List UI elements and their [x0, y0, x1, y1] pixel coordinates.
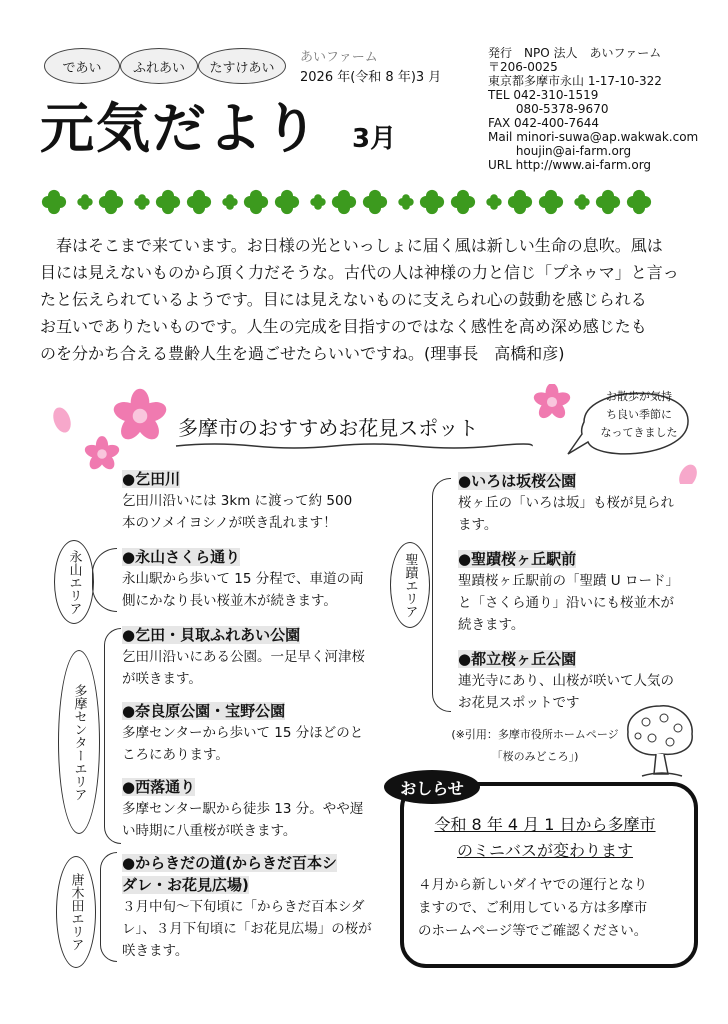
- spot-irohazaka: [458, 470, 708, 536]
- bracket-tama-center: [104, 628, 121, 844]
- intro-line: たと伝えられているようです。目には見えないものに支えられ心の鼓動を感じられる: [40, 290, 647, 309]
- clover-icon: [451, 190, 475, 214]
- spot-desc: 本のソメイヨシノが咲き乱れます！: [122, 515, 337, 531]
- publisher-info: [488, 46, 724, 172]
- spot-desc: ３月中旬～下旬頃に「からきだ百本シダ: [122, 899, 365, 915]
- area-label-nagayama: 永山エリア: [54, 540, 94, 624]
- notice-body-line: のホームページ等でご確認ください。: [418, 923, 648, 939]
- spot-title: ●西落通り: [122, 778, 196, 796]
- sakura-flower-icon: [83, 436, 121, 472]
- newsletter-title: 元気だより: [40, 97, 320, 160]
- spot-title: ●奈良原公園・宝野公園: [122, 702, 286, 720]
- spot-nagayama-sakura: [122, 546, 392, 612]
- pill-fureai: ふれあい: [120, 48, 198, 84]
- clover-icon: [222, 194, 237, 209]
- pill-deai: であい: [44, 48, 120, 84]
- section-heading: 多摩市のおすすめお花見スポット: [178, 416, 479, 440]
- clover-icon: [244, 190, 268, 214]
- clover-icon: [398, 194, 413, 209]
- publisher-line: Mail minori-suwa@ap.wakwak.com: [488, 130, 699, 144]
- intro-line: お互いでありたいものです。人生の完成を目指すのではなく感性を高め深め感じたも: [40, 317, 647, 336]
- bracket-seiseki: [432, 478, 451, 712]
- spot-title: ●乞田・貝取ふれあい公園: [122, 626, 301, 644]
- spot-desc: 桜ヶ丘の「いろは坂」も桜が見られ: [458, 495, 674, 511]
- spot-desc: 側にかなり長い桜並木が続きます。: [122, 593, 337, 609]
- spot-karakida-road: [122, 852, 392, 962]
- clover-icon: [574, 194, 589, 209]
- bracket-nagayama: [92, 548, 117, 612]
- area-label-seiseki: 聖蹟エリア: [390, 542, 430, 628]
- clover-icon: [508, 190, 532, 214]
- spot-desc: 永山駅から歩いて 15 分程で、車道の両: [122, 571, 364, 587]
- spot-desc: 連光寺にあり、山桜が咲いて人気の: [458, 673, 674, 689]
- clover-icon: [156, 190, 180, 214]
- spot-desc: 乞田川沿いにある公園。一足早く河津桜: [122, 649, 365, 665]
- clover-icon: [420, 190, 444, 214]
- sakura-petal-icon: [50, 405, 74, 435]
- clover-icon: [42, 190, 66, 214]
- bubble-line: ち良い季節に: [606, 408, 672, 421]
- spot-desc: と「さくら通り」沿いにも桜並木が: [458, 595, 674, 611]
- notice-headline-line: のミニバスが変わります: [456, 841, 633, 860]
- spot-desc: 続きます。: [458, 617, 525, 633]
- spot-title: ●永山さくら通り: [122, 548, 241, 566]
- publisher-line: 〒206-0025: [488, 60, 558, 74]
- publisher-line: 080-5378-9670: [488, 102, 609, 116]
- spot-desc: ます。: [458, 517, 498, 533]
- publisher-line: houjin@ai-farm.org: [488, 144, 632, 158]
- intro-line: 春はそこまで来ています。お日様の光といっしょに届く風は新しい生命の息吹。風は: [40, 236, 663, 255]
- speech-bubble-text: [592, 388, 686, 442]
- publisher-line: 発行 NPO 法人 あいファーム: [488, 46, 662, 60]
- spot-title: ●からきだの道(からきだ百本シ: [122, 854, 337, 872]
- spot-title: ●いろは坂桜公園: [458, 472, 577, 490]
- spot-nishiochi: [122, 776, 392, 842]
- clover-icon: [539, 190, 563, 214]
- notice-label: おしらせ: [384, 770, 480, 804]
- sakura-tree-icon: [622, 702, 698, 780]
- org-name: あいファーム: [300, 50, 378, 65]
- pill-tasukeai: たすけあい: [198, 48, 286, 84]
- spot-seiseki-station: [458, 548, 708, 636]
- publisher-line: 東京都多摩市永山 1-17-10-322: [488, 74, 662, 88]
- spot-desc: い時期に八重桜が咲きます。: [122, 823, 297, 839]
- area-label-tama-center: 多摩センターエリア: [58, 650, 100, 834]
- clover-icon: [99, 190, 123, 214]
- clover-icon: [275, 190, 299, 214]
- area-label-karakida: 唐木田エリア: [56, 856, 96, 968]
- clover-icon: [627, 190, 651, 214]
- spot-desc: 多摩センター駅から徒歩 13 分。やや遅: [122, 801, 364, 817]
- publisher-line: URL http://www.ai-farm.org: [488, 158, 652, 172]
- publisher-line: TEL 042-310-1519: [488, 88, 599, 102]
- citation-line: (※引用：多摩市役所ホームページ: [451, 728, 619, 741]
- notice-body-line: ４月から新しいダイヤでの運行となり: [418, 877, 648, 893]
- citation: [440, 724, 630, 768]
- publisher-line: FAX 042-400-7644: [488, 116, 600, 130]
- sakura-flower-icon: [111, 389, 169, 444]
- bubble-line: なってきました: [600, 426, 678, 439]
- spot-title: ●都立桜ヶ丘公園: [458, 650, 577, 668]
- month-label: 3月: [352, 124, 397, 154]
- bracket-karakida: [100, 852, 117, 962]
- spot-desc: が咲きます。: [122, 671, 202, 687]
- clover-icon: [134, 194, 149, 209]
- spot-kotagawa: [122, 468, 392, 534]
- clover-icon: [363, 190, 387, 214]
- spot-desc: お花見スポットです: [458, 695, 580, 711]
- clover-icon: [596, 190, 620, 214]
- clover-icon: [310, 194, 325, 209]
- clover-icon: [187, 190, 211, 214]
- notice-headline: [406, 812, 684, 864]
- notice-headline-line: 令和 8 年 4 月 1 日から多摩市: [434, 815, 656, 834]
- citation-line: 「桜のみどころ」): [491, 750, 579, 763]
- clover-border: [40, 184, 690, 220]
- spot-kaitori-park: [122, 624, 392, 690]
- intro-paragraph: [40, 232, 700, 367]
- spot-desc: 多摩センターから歩いて 15 分ほどのと: [122, 725, 364, 741]
- intro-line: 目には見えないものから頂く力だそうな。古代の人は神様の力と信じ「プネゥマ」と言っ: [40, 263, 679, 282]
- spot-title: ●聖蹟桜ヶ丘駅前: [458, 550, 577, 568]
- notice-body: [418, 874, 680, 943]
- spot-desc: ころにあります。: [122, 747, 229, 763]
- notice-body-line: ますので、ご利用している方は多摩市: [418, 900, 648, 916]
- bubble-line: お散歩が気持: [606, 390, 672, 403]
- spot-title: ダレ・お花見広場): [122, 876, 249, 894]
- spot-desc: レ」、３月下旬頃に「お花見広場」の桜が: [122, 921, 372, 937]
- clover-icon: [332, 190, 356, 214]
- spot-title: ●乞田川: [122, 470, 181, 488]
- spot-desc: 乞田川沿いには 3km に渡って約 500: [122, 493, 353, 509]
- spot-desc: 咲きます。: [122, 943, 189, 959]
- spot-desc: 聖蹟桜ヶ丘駅前の「聖蹟 U ロード」: [458, 573, 679, 589]
- heading-underline: [174, 440, 534, 452]
- clover-icon: [486, 194, 501, 209]
- clover-icon: [77, 194, 92, 209]
- intro-line: のを分かち合える豊齢人生を過ごせたらいいですね。(理事長 高橋和彦): [40, 344, 565, 363]
- issue-date: 2026 年(令和 8 年)3 月: [300, 70, 442, 85]
- spot-narahara-park: [122, 700, 392, 766]
